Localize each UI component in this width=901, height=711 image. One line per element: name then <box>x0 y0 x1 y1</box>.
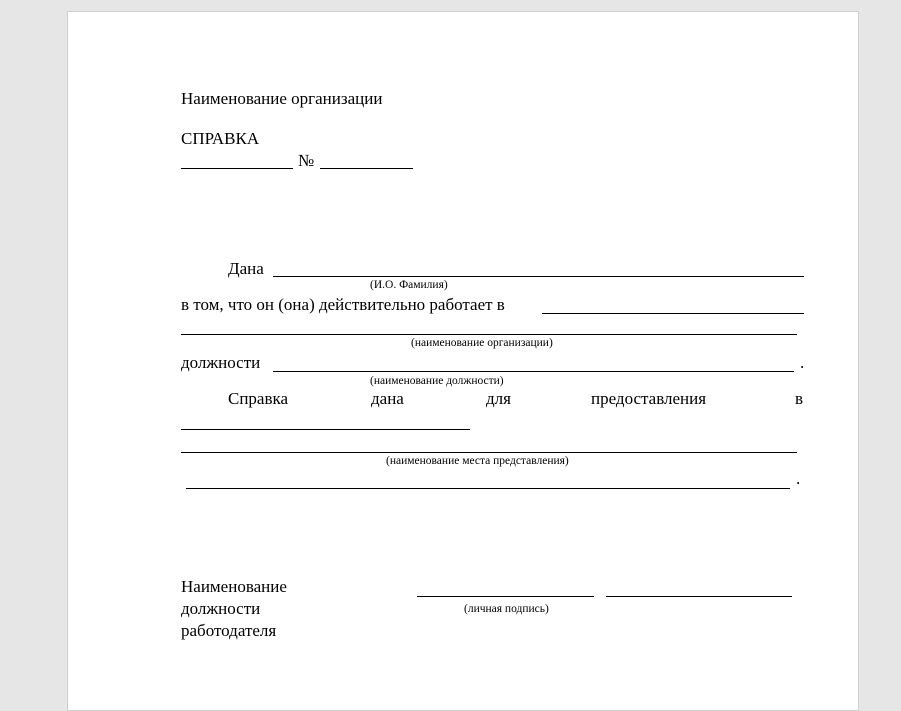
number-sign: № <box>298 151 315 170</box>
organization-name: Наименование организации <box>181 89 383 108</box>
name-line <box>606 596 792 597</box>
purpose-word-5: в <box>795 389 804 408</box>
position-period: . <box>800 353 805 372</box>
purpose-line-1 <box>181 429 470 430</box>
number-line <box>320 168 413 169</box>
position-caption: (наименование должности) <box>370 375 504 387</box>
document-page <box>67 11 859 711</box>
position-line <box>273 371 794 372</box>
position-label: должности <box>181 353 261 372</box>
organization-caption: (наименование организации) <box>411 337 553 349</box>
date-line <box>181 168 293 169</box>
purpose-word-4: предоставления <box>591 389 707 408</box>
employer-position-line3: работодателя <box>181 621 277 640</box>
employer-position-line1: Наименование <box>181 577 287 596</box>
purpose-line-2 <box>181 452 797 453</box>
signature-line <box>417 596 594 597</box>
works-at-text: в том, что он (она) действительно работает в <box>181 295 505 314</box>
given-label: Дана <box>228 259 264 278</box>
purpose-word-2: дана <box>371 389 404 408</box>
purpose-word-1: Справка <box>228 389 289 408</box>
fio-caption: (И.О. Фамилия) <box>370 279 448 291</box>
employer-position-line2: должности <box>181 599 261 618</box>
purpose-word-3: для <box>486 389 511 408</box>
works-at-line <box>542 313 804 314</box>
fio-line <box>273 276 804 277</box>
purpose-period: . <box>796 469 801 488</box>
signature-caption: (личная подпись) <box>464 603 549 615</box>
document-title: СПРАВКА <box>181 129 260 148</box>
organization-line <box>181 334 797 335</box>
purpose-line-3 <box>186 488 790 489</box>
place-caption: (наименование места представления) <box>386 455 569 467</box>
